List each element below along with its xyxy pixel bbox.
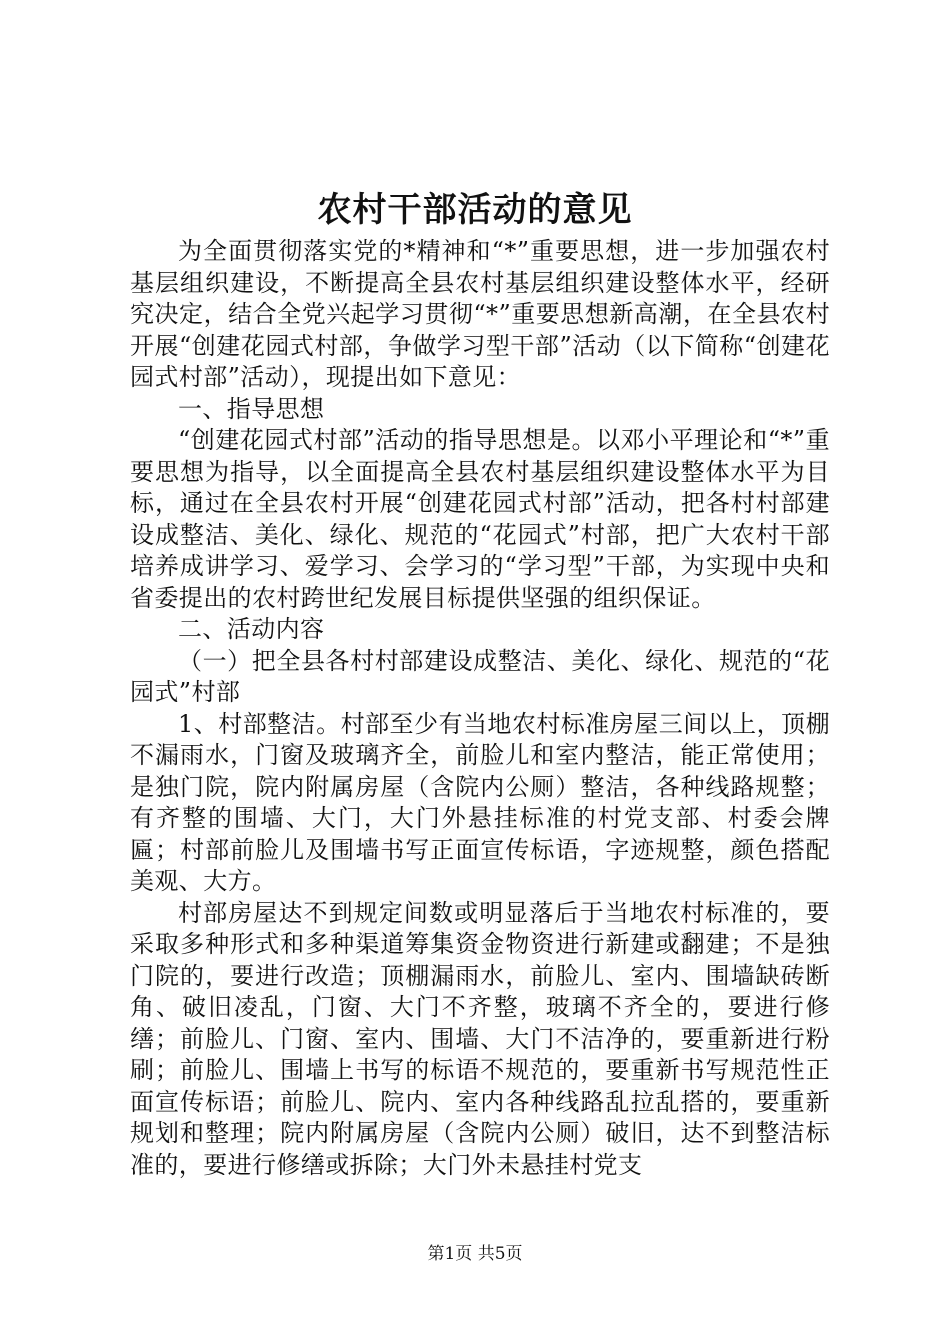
document-title: 农村干部活动的意见	[317, 190, 633, 230]
section-heading-activity-content: 二、活动内容	[178, 615, 325, 643]
section-heading-guiding-ideology: 一、指导思想	[178, 394, 325, 423]
paragraph-guiding-ideology: “创建花园式村部”活动的指导思想是。以邓小平理论和“*”重要思想为指导，以全面提高全县农村基层组织建设整体水平为目标，通过在全县农村开展“创建花园式村部”活动，把各村村部建设成整洁、美化、绿化、规范的“花园式”村部，把广大农村干部培养成讲学习、爱学习、会学习的“学习型”干部，为实现中央和省委提出的农村跨世纪发展目标提供坚强的组织保证。	[130, 426, 830, 612]
paragraph-intro: 为全面贯彻落实党的*精神和“*”重要思想，进一步加强农村基层组织建设，不断提高全县农村基层组织建设整体水平，经研究决定，结合全党兴起学习贯彻“*”重要思想新高潮，在全县农村开展“创建花园式村部，争做学习型干部”活动（以下简称“创建花园式村部”活动），现提出如下意见：	[130, 237, 830, 391]
page-number: 第1页 共5页	[427, 1244, 523, 1264]
paragraph-village-tidy: 1、村部整洁。村部至少有当地农村标准房屋三间以上，顶棚不漏雨水，门窗及玻璃齐全，前脸儿和室内整洁，能正常使用；是独门院，院内附属房屋（含院内公厕）整洁，各种线路规整；有齐整的围墙、大门，大门外悬挂标准的村党支部、村委会牌匾；村部前脸儿及围墙书写正面宣传标语，字迹规整，颜色搭配美观、大方。	[130, 709, 830, 895]
paragraph-village-renovation: 村部房屋达不到规定间数或明显落后于当地农村标准的，要采取多种形式和多种渠道筹集资金物资进行新建或翻建；不是独门院的，要进行改造；顶棚漏雨水，前脸儿、室内、围墙缺砖断角、破旧凌乱，门窗、大门不齐整，玻璃不齐全的，要进行修缮；前脸儿、门窗、室内、围墙、大门不洁净的，要重新进行粉刷；前脸儿、围墙上书写的标语不规范的，要重新书写规范性正面宣传标语；前脸儿、院内、室内各种线路乱拉乱搭的，要重新规划和整理；院内附属房屋（含院内公厕）破旧，达不到整洁标准的，要进行修缮或拆除；大门外未悬挂村党支	[130, 898, 830, 1179]
document-body	[130, 236, 830, 1181]
subsection-heading-garden-village: （一）把全县各村村部建设成整洁、美化、绿化、规范的“花园式”村部	[130, 646, 830, 706]
